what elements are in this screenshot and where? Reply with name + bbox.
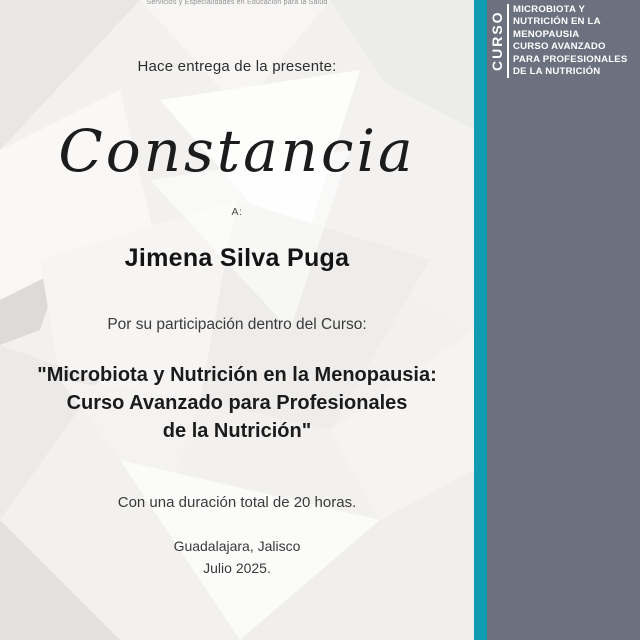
- course-title-line-3: de la Nutrición": [162, 420, 312, 442]
- banner-line-4: CURSO AVANZADO: [513, 41, 606, 53]
- course-banner: [489, 3, 627, 79]
- course-title-line-2: Curso Avanzado para Profesionales: [66, 392, 408, 414]
- banner-line-5: PARA PROFESIONALES: [513, 53, 628, 65]
- banner-divider: [507, 4, 509, 78]
- recipient-prefix: A:: [231, 206, 243, 218]
- course-title: [0, 361, 474, 445]
- banner-line-1: MICROBIOTA Y: [513, 4, 586, 15]
- document-title-script: Constancia: [58, 117, 416, 185]
- course-vertical-label: CURSO: [489, 10, 505, 72]
- banner-line-2: NUTRICIÓN EN LA: [513, 16, 601, 28]
- banner-line-6: DE LA NUTRICIÓN: [513, 66, 601, 78]
- accent-stripe: [474, 0, 487, 640]
- side-panel: [487, 0, 640, 640]
- recipient-name: Jimena Silva Puga: [124, 244, 350, 272]
- participation-line: Por su participación dentro del Curso:: [107, 316, 367, 333]
- date-line: Julio 2025.: [203, 560, 271, 576]
- location-line: Guadalajara, Jalisco: [173, 538, 301, 554]
- banner-line-3: MENOPAUSIA: [513, 28, 580, 40]
- organization-tagline: Servicios y Especialidades en Educación para la Salud: [146, 0, 328, 6]
- duration-line: Con una duración total de 20 horas.: [117, 494, 357, 511]
- course-title-line-1: "Microbiota y Nutrición en la Menopausia:: [37, 364, 437, 386]
- course-banner-title: [513, 3, 627, 78]
- presentation-line: Hace entrega de la presente:: [137, 58, 337, 75]
